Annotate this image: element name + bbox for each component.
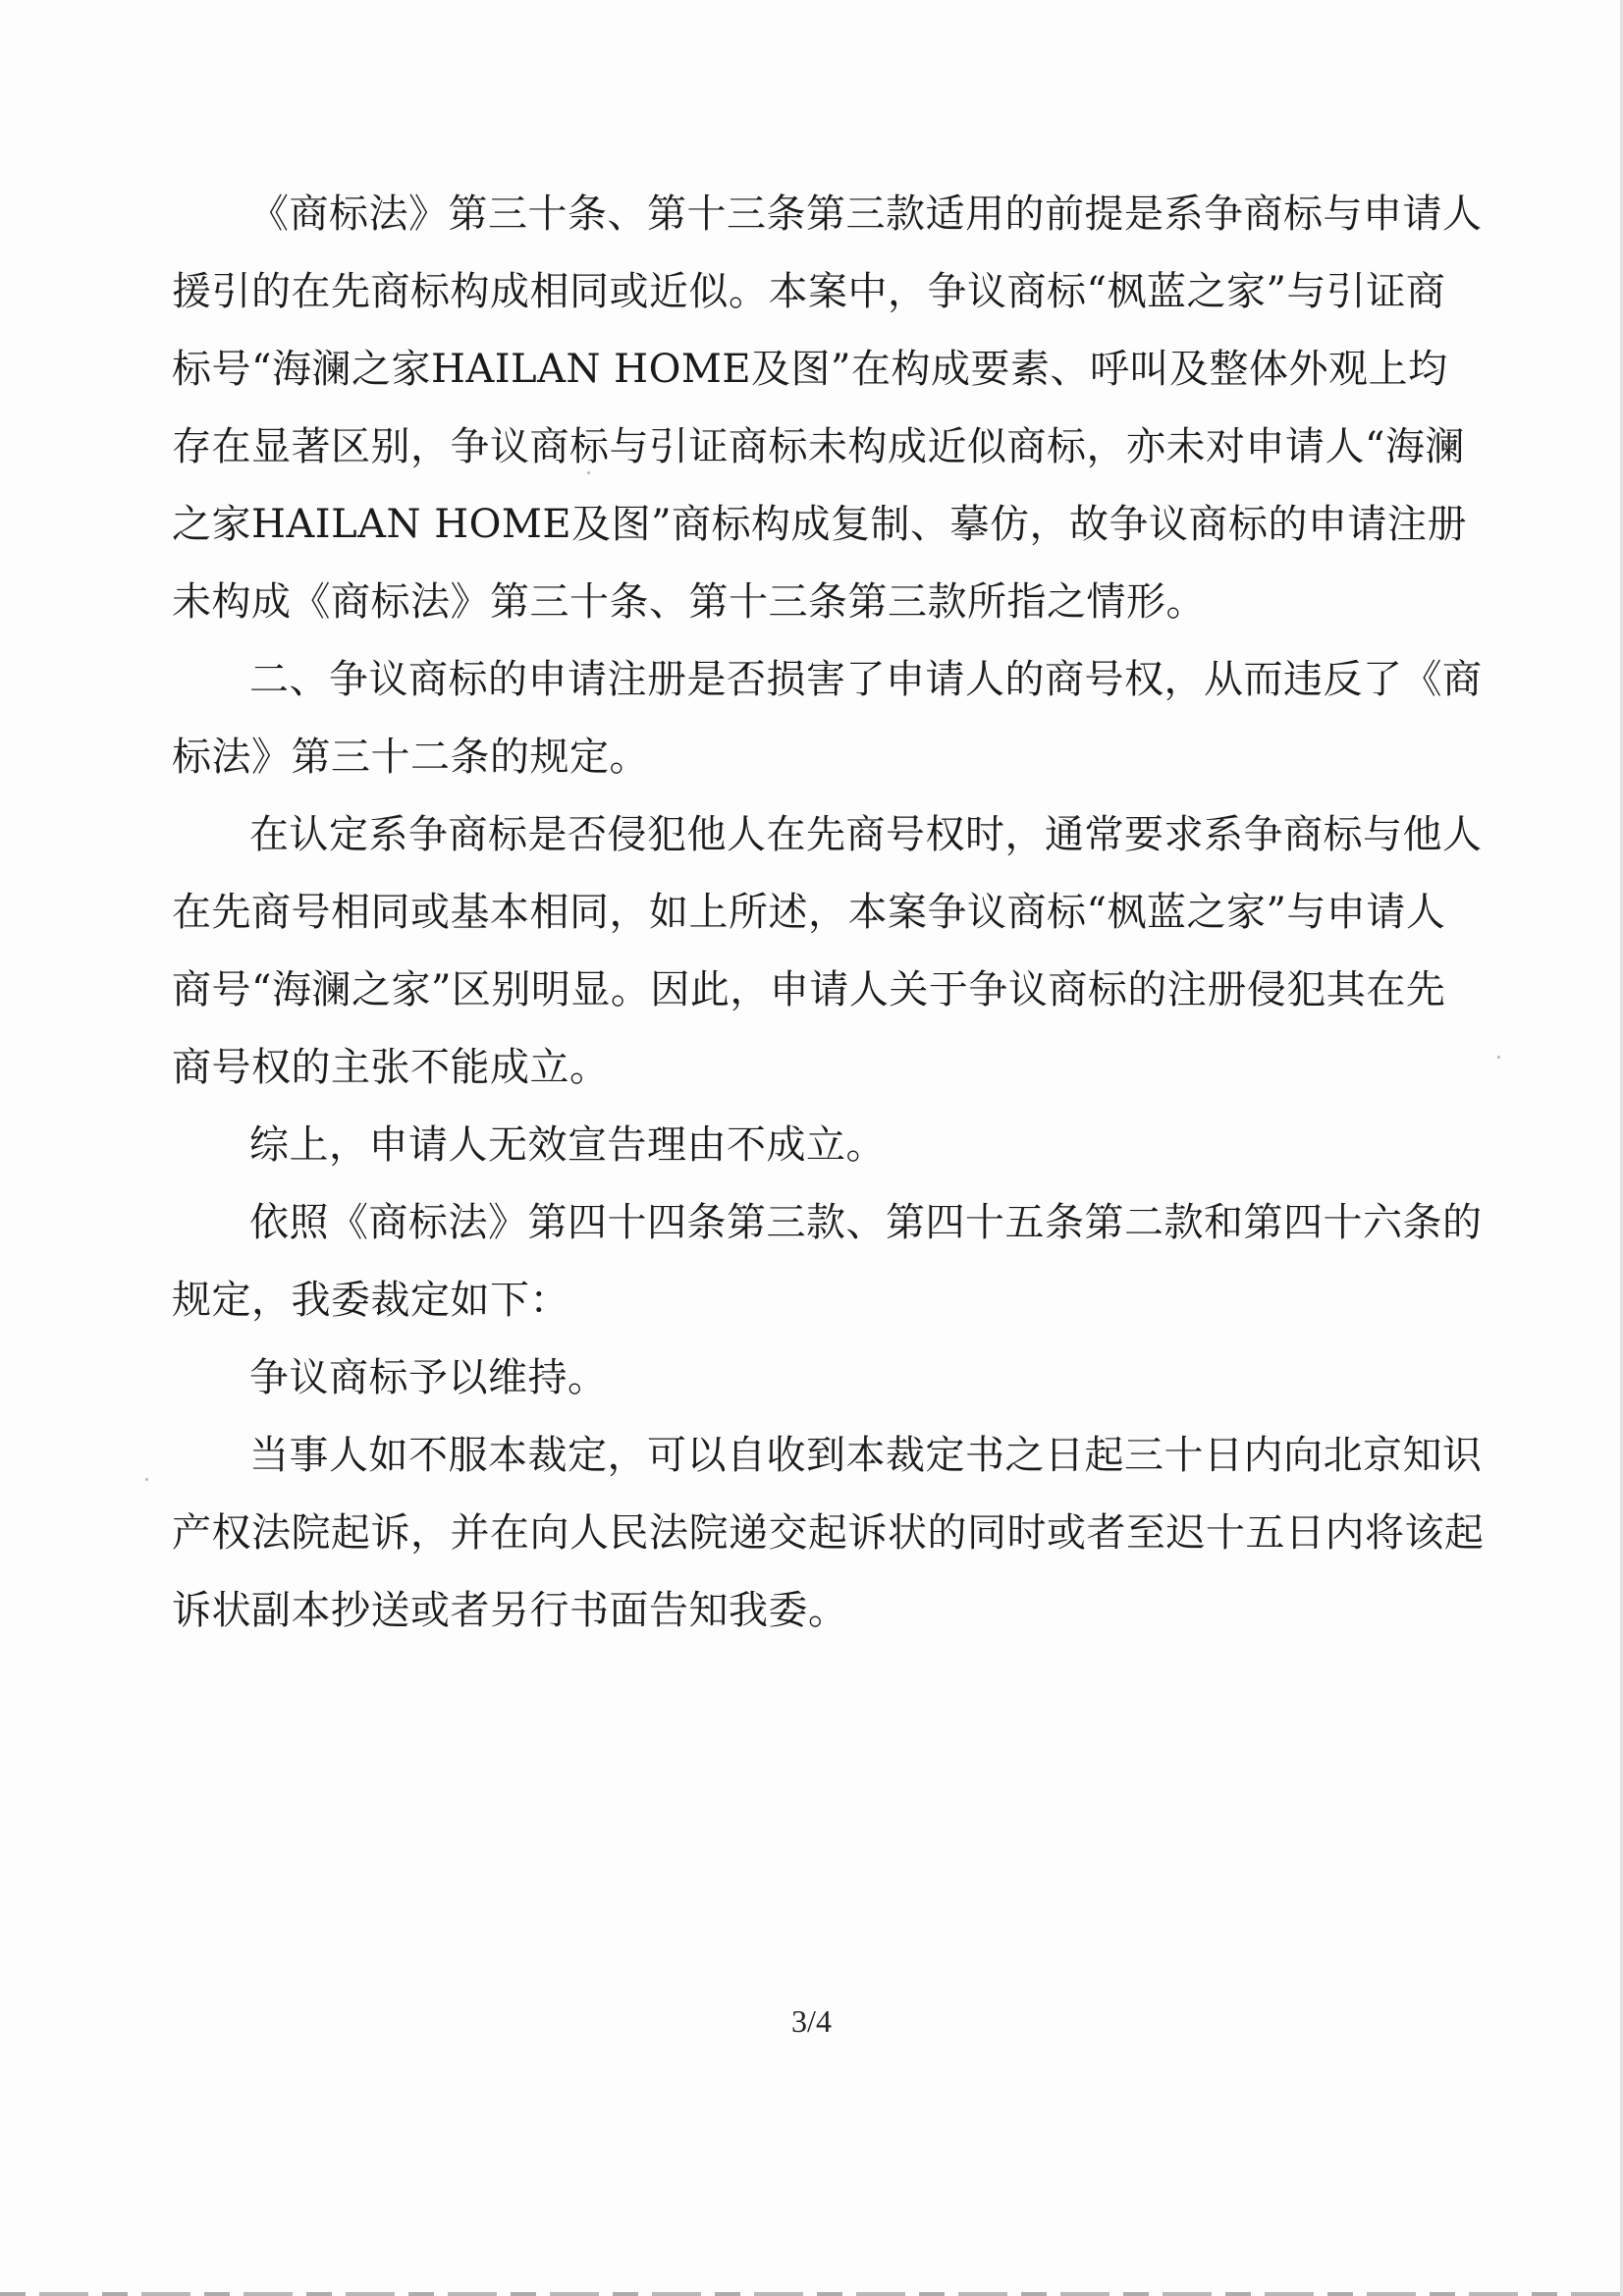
paragraph-line: 《商标法》第三十条、第十三条第三款适用的前提是系争商标与申请人 [249, 191, 1483, 237]
paragraph-line: 商号“海澜之家”区别明显。因此，申请人关于争议商标的注册侵犯其在先 [172, 967, 1446, 1012]
paragraph-line: 在认定系争商标是否侵犯他人在先商号权时，通常要求系争商标与他人 [249, 812, 1483, 857]
paragraph-line: 综上，申请人无效宣告理由不成立。 [249, 1122, 886, 1168]
section-heading-line: 二、争议商标的申请注册是否损害了申请人的商号权，从而违反了《商 [249, 657, 1483, 702]
paragraph-line: 之家HAILAN HOME及图”商标构成复制、摹仿，故争议商标的申请注册 [172, 502, 1468, 547]
paragraph-line: 存在显著区别，争议商标与引证商标未构成近似商标，亦未对申请人“海澜 [172, 424, 1465, 469]
paragraph-line: 标号“海澜之家HAILAN HOME及图”在构成要素、呼叫及整体外观上均 [172, 347, 1448, 392]
scan-speck [145, 1478, 148, 1481]
paragraph-line: 诉状副本抄送或者另行书面告知我委。 [172, 1588, 848, 1633]
ruling-line: 争议商标予以维持。 [249, 1355, 608, 1400]
paragraph-line: 依照《商标法》第四十四条第三款、第四十五条第二款和第四十六条的 [249, 1200, 1483, 1245]
scan-speck [587, 471, 590, 474]
section-heading-line: 标法》第三十二条的规定。 [172, 735, 649, 780]
paragraph-line: 产权法院起诉，并在向人民法院递交起诉状的同时或者至迟十五日内将该起 [172, 1510, 1485, 1556]
paragraph-line: 在先商号相同或基本相同，如上所述，本案争议商标“枫蓝之家”与申请人 [172, 890, 1446, 935]
paragraph-line: 援引的在先商标构成相同或近似。本案中，争议商标“枫蓝之家”与引证商 [172, 269, 1446, 314]
scan-speck [1497, 1056, 1500, 1059]
paragraph-line: 规定，我委裁定如下： [172, 1278, 569, 1323]
paragraph-line: 商号权的主张不能成立。 [172, 1045, 610, 1090]
page-number: 3/4 [791, 2003, 832, 2039]
paragraph-line: 当事人如不服本裁定，可以自收到本裁定书之日起三十日内向北京知识 [249, 1433, 1483, 1478]
paragraph-line: 未构成《商标法》第三十条、第十三条第三款所指之情形。 [172, 579, 1206, 625]
scan-edge [0, 2292, 1623, 2296]
